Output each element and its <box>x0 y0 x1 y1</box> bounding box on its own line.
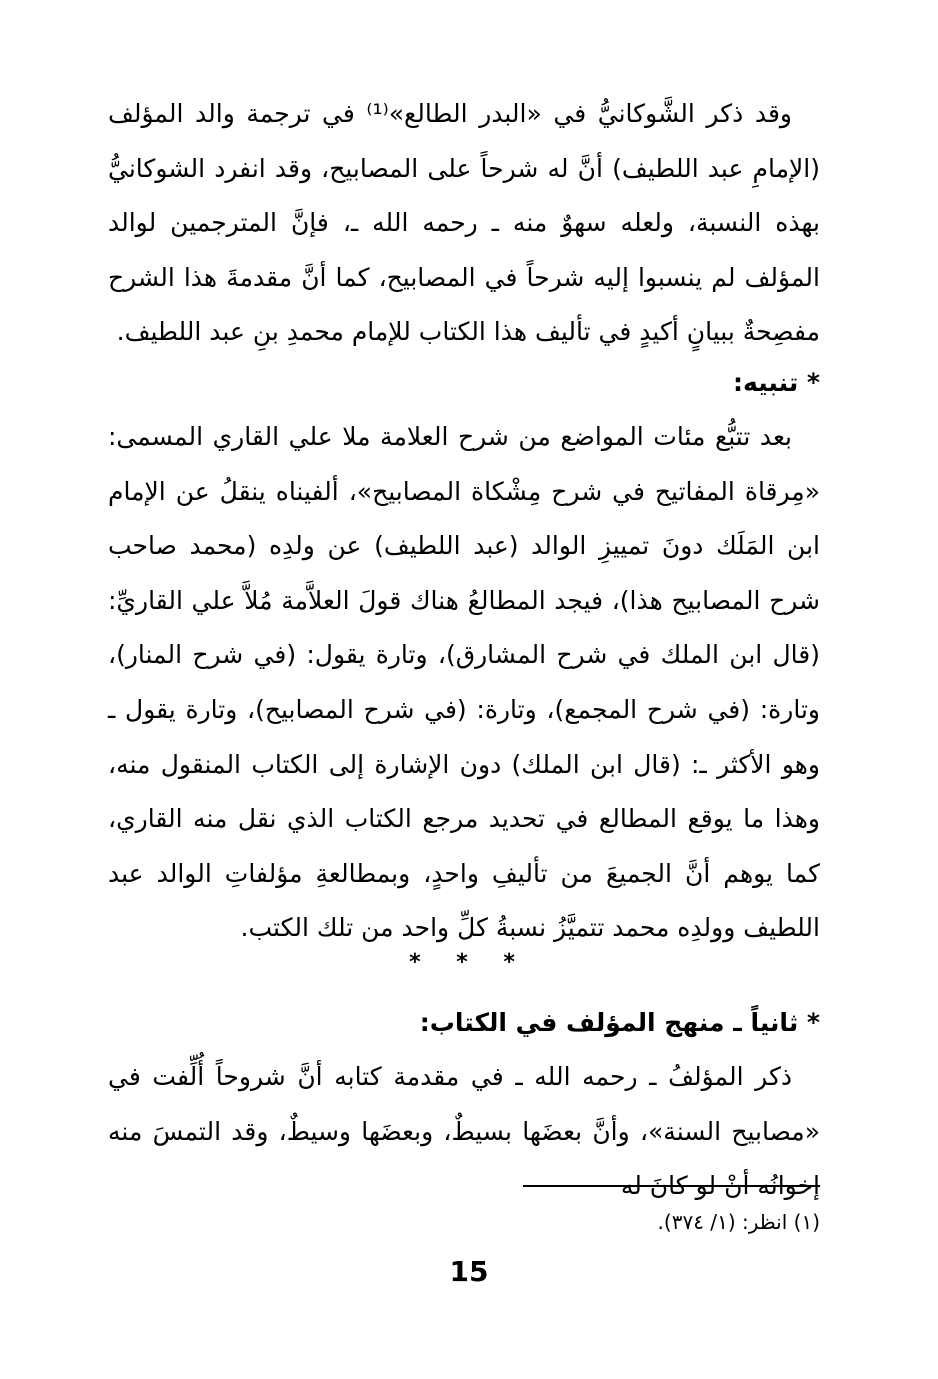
page-number: 15 <box>449 1255 489 1288</box>
main-text-block-1 <box>108 87 820 360</box>
main-text-block-2 <box>108 356 820 956</box>
heading-methodology: * ثانياً ـ منهج المؤلف في الكتاب: <box>419 1008 820 1037</box>
footnote: (١) انظر: (١/ ٣٧٤). <box>657 1210 820 1234</box>
paragraph-shawkani-note: وقد ذكر الشَّوكانيُّ في «البدر الطالع»⁽¹⁾ في ترجمة والد المؤلف (الإمامِ عبد اللطيف) أنَّ له شرحاً على المصابيح، وقد انفرد الشوكانيُّ بهذه النسبة، ولعله سهوٌ منه ـ رحمه الله ـ، فإنَّ المترجمين لوالد المؤلف لم ينسبوا إليه شرحاً في المصابيح، كما أنَّ مقدمةَ هذا الشرح مفصِحةٌ ببيانٍ أكيدٍ في تأليف هذا الكتاب للإمام محمدِ بنِ عبد اللطيف. <box>108 99 820 347</box>
footnote-divider <box>523 1185 820 1187</box>
paragraph-notice-body: بعد تتبُّع مئات المواضع من شرح العلامة ملا علي القاري المسمى: «مِرقاة المفاتيح في شرح مِشْكاة المصابيح»، ألفيناه ينقلُ عن الإمام ابن المَلَك دونَ تمييزِ الوالد (عبد اللطيف) عن ولدِه (محمد صاحب شرح المصابيح هذا)، فيجد المطالعُ هناك قولَ العلاَّمة مُلاَّ علي القاريِّ: (قال ابن الملك في شرح المشارق)، وتارة يقول: (في شرح المنار)، وتارة: (في شرح المجمع)، وتارة: (في شرح المصابيح)، وتارة يقول ـ وهو الأكثر ـ: (قال ابن الملك) دون الإشارة إلى الكتاب المنقول منه، وهذا ما يوقع المطالع في تحديد مرجع الكتاب الذي نقل منه القاري، كما يوهم أنَّ الجميعَ من تأليفِ واحدٍ، وبمطالعةِ مؤلفاتِ الوالد عبد اللطيف وولدِه محمد تتميَّزُ نسبةُ كلِّ واحد من تلك الكتب. <box>108 422 820 943</box>
heading-notice: * تنبيه: <box>733 368 820 397</box>
paragraph-methodology-body: ذكر المؤلفُ ـ رحمه الله ـ في مقدمة كتابه أنَّ شروحاً أُلِّفت في «مصابيح السنة»، وأنَّ بعضَها بسيطٌ، وبعضَها وسيطٌ، وقد التمسَ منه إخوانُه أنْ لو كانَ له <box>108 1062 820 1201</box>
main-text-block-3 <box>108 996 820 1214</box>
section-separator: * * * <box>409 950 529 975</box>
